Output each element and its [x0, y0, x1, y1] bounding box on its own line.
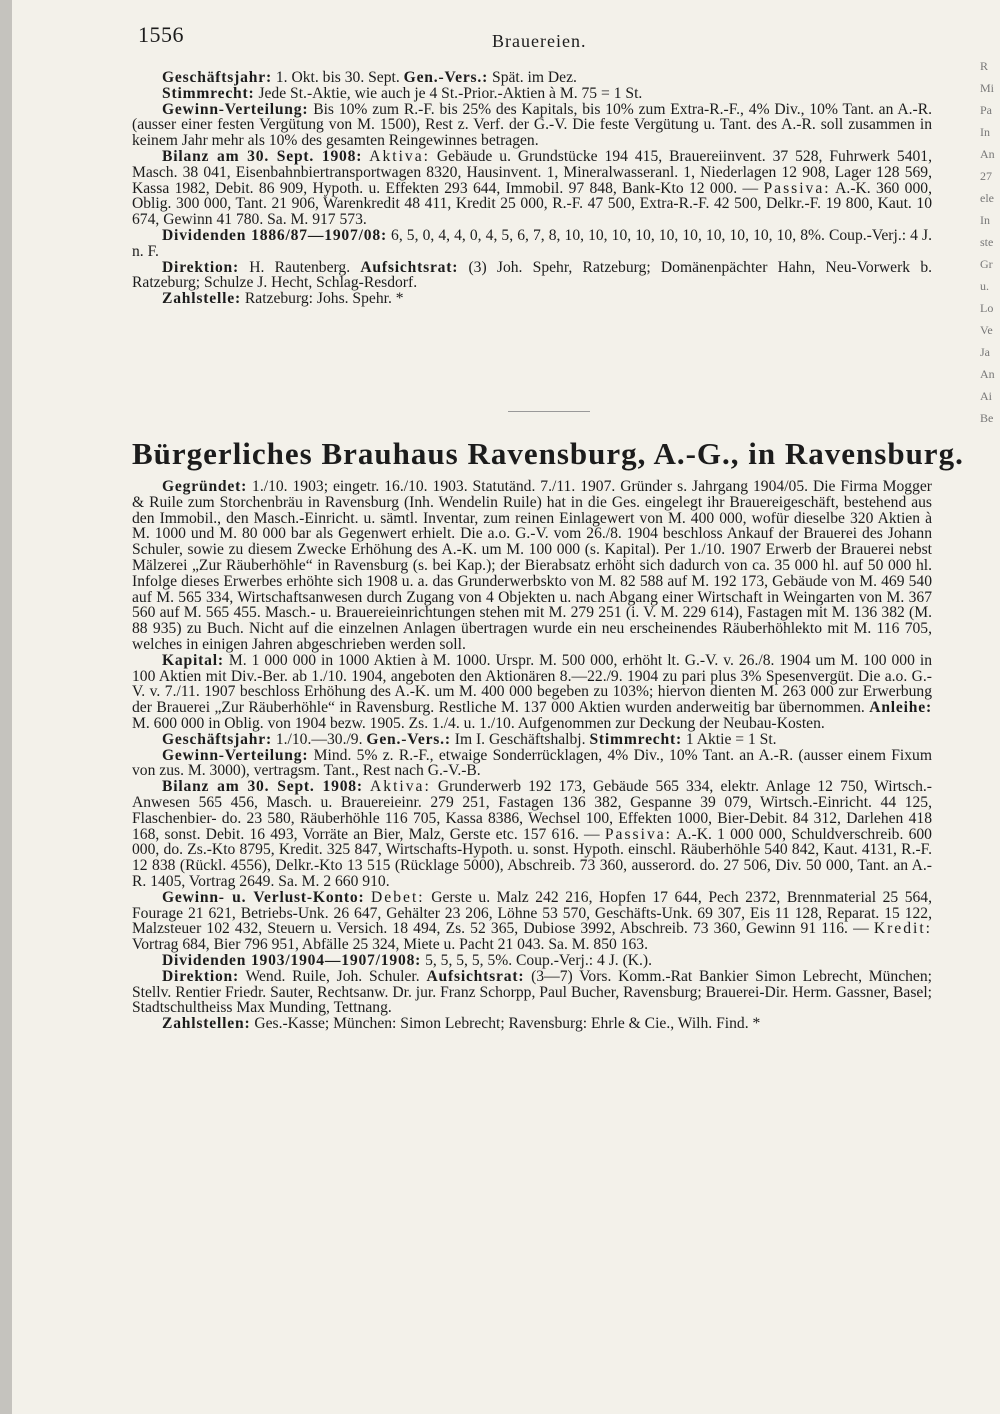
- label: Stimmrecht:: [589, 730, 682, 748]
- label: Dividenden 1903/1904—1907/1908:: [162, 951, 422, 969]
- paragraph-bilanz: [132, 779, 932, 890]
- text: Jede St.-Aktie, wie auch je 4 St.-Prior.-Aktien à M. 75 = 1 St.: [258, 84, 643, 102]
- text: 6, 5, 0, 4, 4, 0, 4, 5, 6, 7, 8, 10, 10, 10, 10, 10, 10, 10, 10, 10, 10, 8%. Coup.-Verj.: 4 J. n. F.: [132, 226, 932, 260]
- text: Spät. im Dez.: [492, 69, 577, 86]
- label: Stimmrecht:: [162, 84, 255, 102]
- paragraph-gewinn-verteilung: [132, 748, 932, 780]
- paragraph-stimmrecht: [132, 86, 932, 102]
- aktiva-label: Aktiva:: [370, 778, 431, 796]
- paragraph-bilanz: [132, 149, 932, 228]
- label: Aufsichtsrat:: [426, 967, 525, 985]
- label: Gewinn- u. Verlust-Konto:: [162, 888, 365, 906]
- label: Dividenden 1886/87—1907/08:: [162, 226, 387, 244]
- text: 1./10. 1903; eingetr. 16./10. 1903. Statutänd. 7./11. 1907. Gründer s. Jahrgang 1904/05. Die Firma Mogger & Ruile zum Storchenbräu in Ravensburg (Inh. Wendelin Ruile) hat in die Ges. eingelegt ihr Brauereigeschäft, bestehend aus den Immobil., den Masch.-Einricht. u. sämtl. Inventar, zum reinen Einlagewert von M. 400 000, wofür dieselbe 320 Aktien à M. 1000 und M. 80 000 bar als Gegenwert erhielt. Die a.o. G.-V. vom 26./8. 1904 beschloss Ankauf der Brauerei des Johann Schuler, sowie zu diesem Zwecke Erhöhung des A.-K. um M. 100 000 (s. Kapital). Per 1./10. 1907 Erwerb der Brauerei nebst Mälzerei „Zur Räuberhöhle“ in Ravensburg (s. bei Kap.); der Bierabsatz erhöht sich dadurch von ca. 35 000 hl. auf 50 000 hl. Infolge dieses Erwerbes erhöhte sich 1908 u. a. das Grunderwerbskto von M. 82 588 auf M. 192 173, Gebäude von M. 469 540 auf M. 565 334, Wirtschaftsanwesen durch Zugang von 4 Objekten u. nach Abgang einer Wirtschaft in Weingarten von M. 367 560 auf M. 565 455. Masch.- u. Brauereieinrichtungen stehen mit M. 279 251 (i. V. M. 229 614), Fastagen mit M. 136 382 (M. 88 935) zu Buch. Nicht auf die einzelnen Anlagen übertragen wurde ein neu erscheinendes Räuberhöhlekto mit M. 116 705, welches in einigen Jahren abgeschrieben werden soll.: [132, 478, 932, 653]
- text: Gebäude u. Grundstücke 194 415, Brauereiinvent. 37 528, Fuhrwerk 5401, Masch. 38 041, Eisenbahnbiertransportwagen 8320, Hausinvent. 1, Mineralwasseranl. 1, Niederlagen 12 908, Lager 128 569, Kassa 1982, Debit. 86 909, Hypoth. u. Effekten 293 644, Immobil. 97 848, Bank-Kto 12 000. —: [132, 147, 933, 197]
- edge-fragment: An: [980, 147, 995, 161]
- label: Gegründet:: [162, 478, 248, 495]
- label: Geschäftsjahr:: [162, 69, 272, 86]
- paragraph-geschaeftsjahr: [132, 732, 932, 748]
- paragraph-direktion: [132, 969, 932, 1016]
- paragraph-dividenden: [132, 953, 932, 969]
- label: Direktion:: [162, 258, 240, 276]
- paragraph-dividenden: [132, 228, 932, 260]
- text: Wend. Ruile, Joh. Schuler.: [245, 967, 420, 985]
- label: Gewinn-Verteilung:: [162, 100, 309, 118]
- paragraph-geschaeftsjahr: [132, 70, 932, 86]
- edge-fragment: Be: [980, 411, 994, 425]
- aktiva-label: Aktiva:: [369, 147, 430, 165]
- text: Ges.-Kasse; München: Simon Lebrecht; Ravensburg: Ehrle & Cie., Wilh. Find. *: [254, 1015, 761, 1033]
- text: (3) Joh. Spehr, Ratzeburg; Domänenpächter Hahn, Neu-Vorwerk b. Ratzeburg; Schulze J. Hecht, Schlag-Resdorf.: [132, 258, 933, 292]
- kredit-label: Kredit:: [873, 920, 932, 938]
- text: M. 1 000 000 in 1000 Aktien à M. 1000. Urspr. M. 500 000, erhöht lt. G.-V. v. 26./8. 1904 um M. 100 000 in 100 Aktien mit Div.-Ber. ab 1./10. 1904, angeboten den Aktionären 8.—22./9. 1904 zu pari plus 3% Spesenvergüt. Die a.o. G.-V. v. 7./11. 1907 beschloss Erhöhung des A.-K. um M. 400 000 begeben zu 103%; hiervon dienten M. 263 000 zur Erwerbung der Brauerei „Zur Räuberhöhle“ in Ravensburg. Restliche M. 137 000 Aktien wurden anderweitig bar übernommen.: [132, 651, 932, 717]
- text: Grunderwerb 192 173, Gebäude 565 334, elektr. Anlage 12 750, Wirtsch.-Anwesen 565 456, Masch. u. Brauereieinr. 279 251, Fastagen 136 382, Gespanne 39 079, Wirtsch.-Einricht. 44 125, Flaschenbier- do. 23 580, Räuberhöhle 116 705, Kassa 8386, Wechsel 100, Effekten 1000, Bier-Debit. 84 312, Darlehen 418 168, sonst. Debit. 16 493, Vorräte an Bier, Malz, Gerste etc. 157 616. —: [132, 778, 932, 843]
- text: 5, 5, 5, 5, 5%. Coup.-Verj.: 4 J. (K.).: [425, 951, 653, 969]
- edge-fragment: An: [980, 367, 995, 381]
- edge-fragment: 27: [980, 169, 992, 183]
- label: Zahlstelle:: [162, 290, 241, 308]
- label: Gen.-Vers.:: [403, 69, 489, 86]
- edge-fragment: Mi: [980, 81, 995, 95]
- edge-fragment: Ai: [980, 389, 992, 403]
- text: Mind. 5% z. R.-F., etwaige Sonderrücklagen, 4% Div., 10% Tant. an A.-R. (ausser einem Fixum von zus. M. 3000), vertragsm. Tant., Rest nach G.-V.-B.: [132, 746, 932, 780]
- label: Direktion:: [162, 967, 240, 985]
- paragraph-gegruendet: [132, 479, 932, 653]
- entry-buergerliches-brauhaus: [132, 479, 932, 1032]
- paragraph-gewinn-verlust-konto: [132, 890, 932, 953]
- adjacent-page-edge: [980, 55, 1000, 429]
- label: Gen.-Vers.:: [366, 730, 451, 748]
- edge-fragment: Lo: [980, 301, 994, 315]
- text: A.-K. 360 000, Oblig. 300 000, Tant. 21 906, Warenkredit 48 411, Kredit 25 000, R.-F. 47 500, Extra-R.-F. 42 500, Delkr.-F. 19 800, Kaut. 10 674, Gewinn 41 780. Sa. M. 917 573.: [132, 179, 932, 229]
- label: Anleihe:: [869, 699, 932, 717]
- label: Zahlstellen:: [162, 1015, 251, 1033]
- text: Im I. Geschäftshalbj.: [454, 730, 586, 748]
- paragraph-kapital: [132, 653, 932, 732]
- text: Vortrag 684, Bier 796 951, Abfälle 25 324, Miete u. Pacht 21 043. Sa. M. 850 163.: [132, 936, 648, 954]
- edge-fragment: In: [980, 125, 990, 139]
- edge-fragment: ste: [980, 235, 994, 249]
- text: Gerste u. Malz 242 216, Hopfen 17 644, Pech 2372, Brennmaterial 25 564, Fourage 21 621, Betriebs-Unk. 26 647, Gehälter 23 206, Löhne 53 570, Geschäfts-Unk. 69 307, Eis 11 128, Reparat. 15 122, Malzsteuer 102 432, Steuern u. Versich. 18 494, Zs. 52 365, Dubiose 3992, Abschreib. 73 360, Gewinn 91 116. —: [132, 888, 933, 938]
- page-number: 1556: [138, 22, 184, 47]
- text: M. 600 000 in Oblig. von 1904 bezw. 1905. Zs. 1./4. u. 1./10. Aufgenommen zur Deckung der Neubau-Kosten.: [132, 714, 825, 732]
- binding-shadow: [0, 0, 12, 1414]
- paragraph-zahlstellen: [132, 1016, 932, 1032]
- label: Aufsichtsrat:: [360, 258, 459, 276]
- text: (3—7) Vors. Komm.-Rat Bankier Simon Lebrecht, München; Stellv. Rentier Friedr. Sauter, Rechtsanw. Dr. jur. Franz Schorpp, Paul Bucher, Ravensburg; Brauerei-Dir. Herm. Gassner, Basel; Stadtschultheiss Max Munding, Tettnang.: [132, 967, 932, 1017]
- passiva-label: Passiva:: [763, 179, 831, 197]
- text: 1. Okt. bis 30. Sept.: [275, 69, 400, 86]
- section-divider: [508, 411, 590, 412]
- label: Bilanz am 30. Sept. 1908:: [162, 778, 363, 796]
- edge-fragment: In: [980, 213, 990, 227]
- text: 1./10.—30./9.: [275, 730, 363, 748]
- edge-fragment: Pa: [980, 103, 992, 117]
- label: Bilanz am 30. Sept. 1908:: [162, 147, 363, 165]
- company-title: Bürgerliches Brauhaus Ravensburg, A.-G., in Ravensburg.: [132, 436, 964, 471]
- text: 1 Aktie = 1 St.: [685, 730, 777, 748]
- running-head: Brauereien.: [492, 31, 587, 51]
- label: Kapital:: [162, 651, 224, 669]
- entry-continued: [132, 70, 932, 307]
- text: Ratzeburg: Johs. Spehr. *: [244, 290, 404, 308]
- edge-fragment: Gr: [980, 257, 993, 271]
- text: A.-K. 1 000 000, Schuldverschreib. 600 000, do. Zs.-Kto 8795, Kredit. 325 847, Wirtschafts-Hypoth. u. sonst. Hypoth. einschl. Räuberhöhle 540 842, Kaut. 4131, R.-F. 12 838 (Rückl. 4556), Delkr.-Kto 13 515 (Rücklage 5000), Abschreib. 73 360, ausserord. do. 27 506, Div. 50 000, Tant. an A.-R. 1405, Vortrag 2649. Sa. M. 2 660 910.: [132, 825, 932, 890]
- edge-fragment: u.: [980, 279, 989, 293]
- edge-fragment: R: [980, 59, 989, 73]
- debet-label: Debet:: [371, 888, 425, 906]
- edge-fragment: Ve: [980, 323, 993, 337]
- label: Geschäftsjahr:: [162, 730, 272, 748]
- edge-fragment: Ja: [980, 345, 990, 359]
- paragraph-zahlstelle: [132, 291, 932, 307]
- passiva-label: Passiva:: [604, 825, 672, 843]
- text: H. Rautenberg.: [249, 258, 351, 276]
- edge-fragment: ele: [980, 191, 994, 205]
- text: Bis 10% zum R.-F. bis 25% des Kapitals, bis 10% zum Extra-R.-F., 4% Div., 10% Tant. an A.-R. (ausser einer festen Vergütung von M. 1500), Rest z. Verf. der G.-V. Die feste Vergütung u. Tant. des A.-R. soll zusammen in keinem Jahr mehr als 10% des gesamten Reingewinnes betragen.: [132, 100, 932, 150]
- label: Gewinn-Verteilung:: [162, 746, 309, 764]
- paragraph-direktion: [132, 260, 932, 292]
- paragraph-gewinn-verteilung: [132, 102, 932, 149]
